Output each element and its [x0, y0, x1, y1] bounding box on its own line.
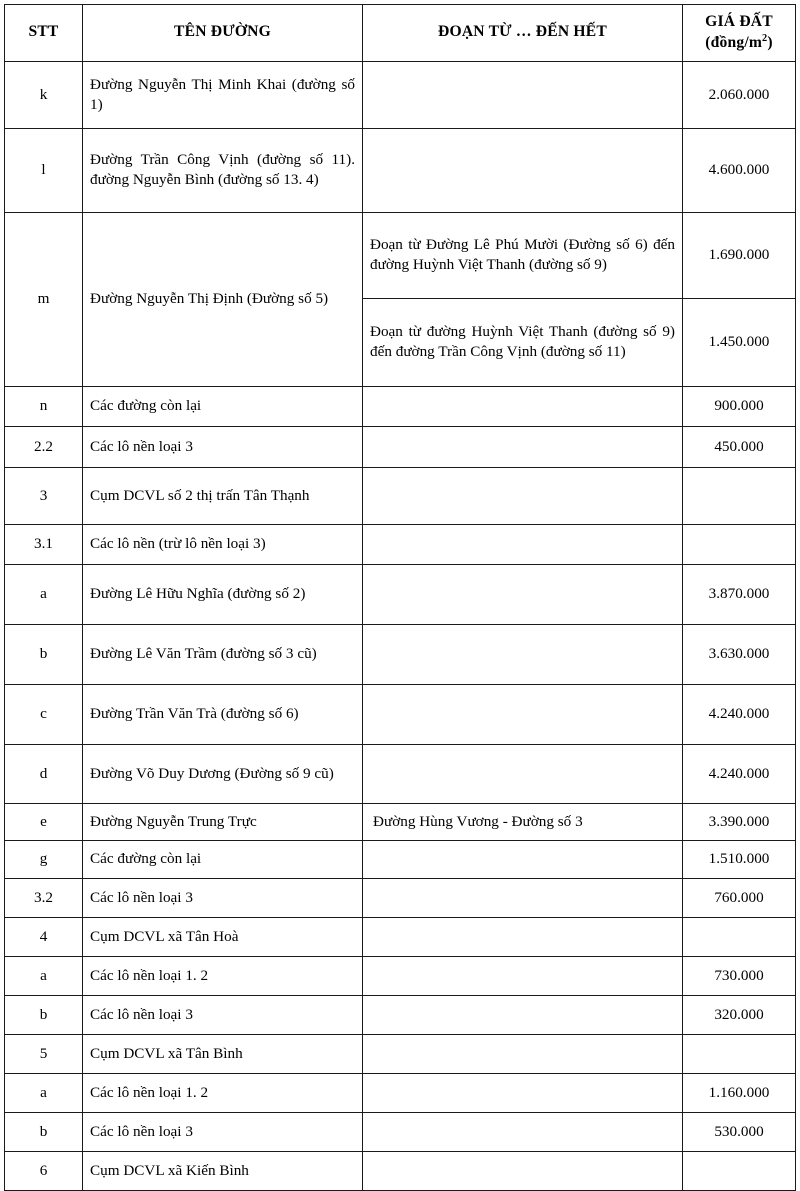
row-segment — [363, 745, 683, 804]
table-row — [5, 213, 796, 299]
row-name: Các lô nền loại 1. 2 — [83, 957, 363, 996]
row-name: Các đường còn lại — [83, 387, 363, 427]
row-segment — [363, 129, 683, 213]
row-price: 1.450.000 — [683, 299, 796, 387]
row-name: Đường Nguyễn Thị Minh Khai (đường số 1) — [83, 62, 363, 129]
row-stt: 4 — [5, 918, 83, 957]
row-segment — [363, 1152, 683, 1191]
row-price: 3.870.000 — [683, 565, 796, 625]
table-header-row — [5, 5, 796, 62]
row-stt: l — [5, 129, 83, 213]
row-price: 3.630.000 — [683, 625, 796, 685]
row-name: Đường Võ Duy Dương (Đường số 9 cũ) — [83, 745, 363, 804]
row-name: Đường Lê Văn Trầm (đường số 3 cũ) — [83, 625, 363, 685]
row-stt: d — [5, 745, 83, 804]
table-row — [5, 745, 796, 804]
row-segment — [363, 1113, 683, 1152]
row-name: Đường Nguyễn Thị Định (Đường số 5) — [83, 213, 363, 387]
table-row — [5, 427, 796, 468]
row-name: Cụm DCVL xã Kiến Bình — [83, 1152, 363, 1191]
row-stt: 3 — [5, 468, 83, 525]
row-stt: 5 — [5, 1035, 83, 1074]
row-stt: 2.2 — [5, 427, 83, 468]
row-price: 730.000 — [683, 957, 796, 996]
row-price — [683, 1152, 796, 1191]
table-body — [5, 62, 796, 1191]
table-row — [5, 625, 796, 685]
row-name: Các đường còn lại — [83, 841, 363, 879]
table-row — [5, 996, 796, 1035]
row-segment — [363, 1074, 683, 1113]
row-segment — [363, 841, 683, 879]
row-name: Các lô nền loại 3 — [83, 879, 363, 918]
row-name: Cụm DCVL xã Tân Bình — [83, 1035, 363, 1074]
row-segment — [363, 879, 683, 918]
row-price: 1.510.000 — [683, 841, 796, 879]
row-segment — [363, 468, 683, 525]
table-row — [5, 841, 796, 879]
row-name: Đường Nguyễn Trung Trực — [83, 804, 363, 841]
row-segment — [363, 62, 683, 129]
row-price: 1.160.000 — [683, 1074, 796, 1113]
row-price — [683, 918, 796, 957]
row-stt: b — [5, 625, 83, 685]
row-stt: a — [5, 1074, 83, 1113]
row-price: 4.240.000 — [683, 745, 796, 804]
row-price — [683, 1035, 796, 1074]
row-segment: Đoạn từ Đường Lê Phú Mười (Đường số 6) đến đường Huỳnh Việt Thanh (đường số 9) — [363, 213, 683, 299]
unit-prefix: (đồng/m — [705, 33, 763, 51]
row-segment — [363, 996, 683, 1035]
land-price-table — [4, 4, 796, 1191]
row-segment — [363, 957, 683, 996]
row-stt: 3.2 — [5, 879, 83, 918]
row-name: Các lô nền (trừ lô nền loại 3) — [83, 525, 363, 565]
table-row — [5, 468, 796, 525]
table-row — [5, 685, 796, 745]
row-stt: k — [5, 62, 83, 129]
row-name: Đường Trần Công Vịnh (đường số 11). đường Nguyễn Bình (đường số 13. 4) — [83, 129, 363, 213]
row-price: 4.600.000 — [683, 129, 796, 213]
row-price: 3.390.000 — [683, 804, 796, 841]
table-row — [5, 62, 796, 129]
row-name: Cụm DCVL số 2 thị trấn Tân Thạnh — [83, 468, 363, 525]
table-row — [5, 1113, 796, 1152]
row-segment — [363, 625, 683, 685]
row-stt: e — [5, 804, 83, 841]
row-price: 760.000 — [683, 879, 796, 918]
column-header-segment: ĐOẠN TỪ … ĐẾN HẾT — [363, 5, 683, 62]
row-stt: c — [5, 685, 83, 745]
row-segment — [363, 427, 683, 468]
table-row — [5, 1074, 796, 1113]
row-segment: Đoạn từ đường Huỳnh Việt Thanh (đường số 9) đến đường Trần Công Vịnh (đường số 11) — [363, 299, 683, 387]
table-row — [5, 525, 796, 565]
row-stt: m — [5, 213, 83, 387]
table-row — [5, 957, 796, 996]
land-price-unit — [690, 33, 788, 53]
table-row — [5, 879, 796, 918]
row-stt: a — [5, 957, 83, 996]
row-price: 4.240.000 — [683, 685, 796, 745]
table-row — [5, 918, 796, 957]
row-stt: 6 — [5, 1152, 83, 1191]
row-stt: b — [5, 996, 83, 1035]
row-stt: 3.1 — [5, 525, 83, 565]
column-header-street-name: TÊN ĐƯỜNG — [83, 5, 363, 62]
row-name: Các lô nền loại 3 — [83, 1113, 363, 1152]
row-price: 900.000 — [683, 387, 796, 427]
table-row — [5, 565, 796, 625]
row-segment — [363, 565, 683, 625]
row-segment — [363, 918, 683, 957]
row-name: Các lô nền loại 1. 2 — [83, 1074, 363, 1113]
row-name: Đường Trần Văn Trà (đường số 6) — [83, 685, 363, 745]
row-name: Các lô nền loại 3 — [83, 427, 363, 468]
table-row — [5, 129, 796, 213]
table-row — [5, 804, 796, 841]
row-stt: b — [5, 1113, 83, 1152]
table-row — [5, 387, 796, 427]
table-row — [5, 1035, 796, 1074]
row-segment — [363, 1035, 683, 1074]
row-name: Cụm DCVL xã Tân Hoà — [83, 918, 363, 957]
row-segment — [363, 525, 683, 565]
table-row — [5, 1152, 796, 1191]
land-price-title: GIÁ ĐẤT — [705, 13, 773, 31]
row-segment: Đường Hùng Vương - Đường số 3 — [363, 804, 683, 841]
table-header — [5, 5, 796, 62]
row-price: 1.690.000 — [683, 213, 796, 299]
row-segment — [363, 685, 683, 745]
row-price — [683, 468, 796, 525]
row-price — [683, 525, 796, 565]
column-header-stt: STT — [5, 5, 83, 62]
unit-exponent: 2 — [762, 32, 768, 44]
row-price: 2.060.000 — [683, 62, 796, 129]
row-price: 320.000 — [683, 996, 796, 1035]
row-name: Đường Lê Hữu Nghĩa (đường số 2) — [83, 565, 363, 625]
row-price: 530.000 — [683, 1113, 796, 1152]
row-stt: n — [5, 387, 83, 427]
row-segment — [363, 387, 683, 427]
row-stt: a — [5, 565, 83, 625]
row-stt: g — [5, 841, 83, 879]
row-price: 450.000 — [683, 427, 796, 468]
unit-suffix: ) — [767, 33, 773, 51]
row-name: Các lô nền loại 3 — [83, 996, 363, 1035]
column-header-land-price — [683, 5, 796, 62]
